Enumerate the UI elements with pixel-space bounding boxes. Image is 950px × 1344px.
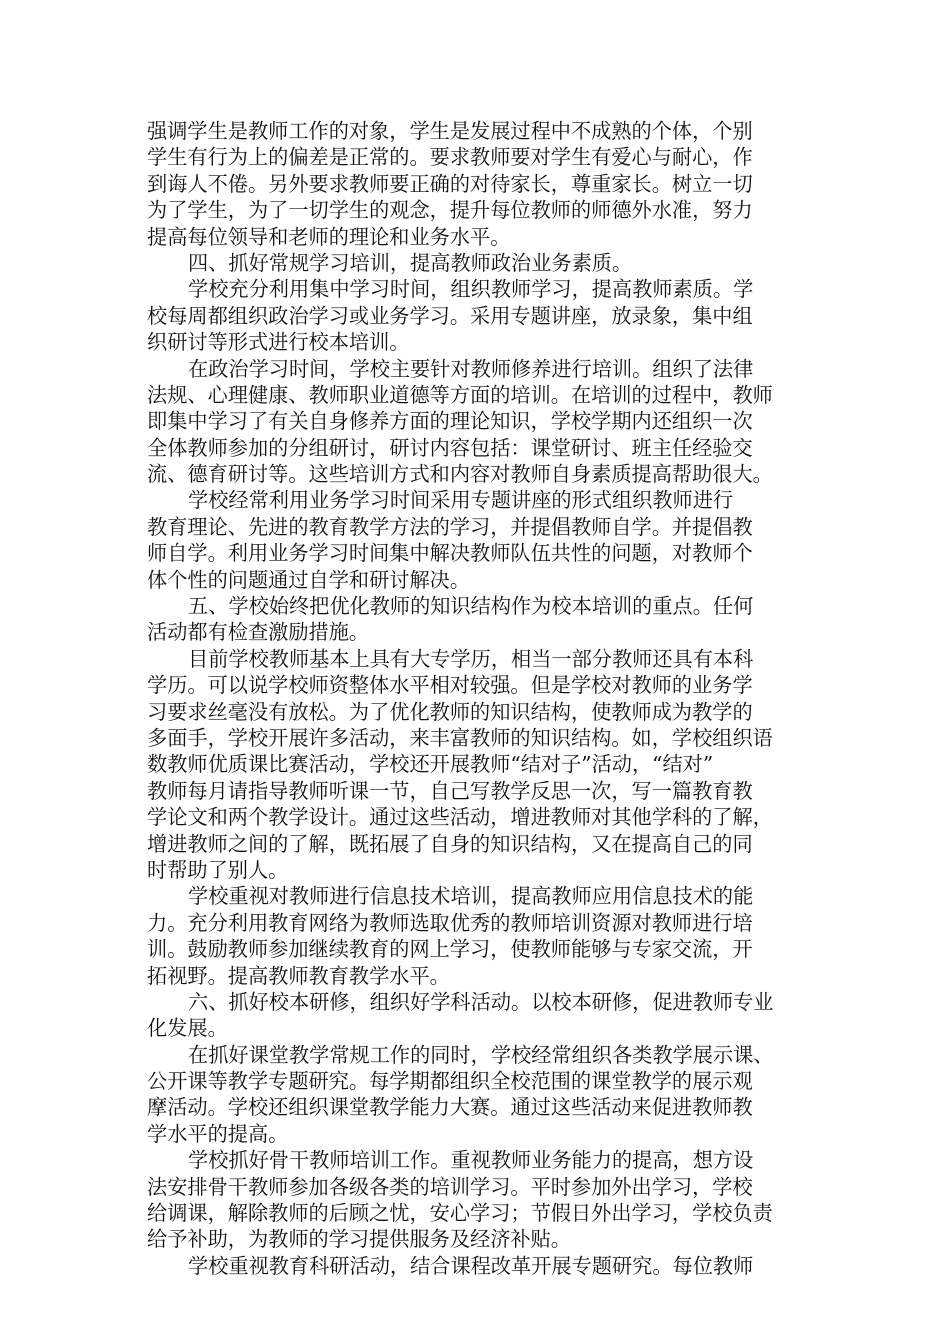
- text-line: 体个性的问题通过自学和研讨解决。: [147, 567, 471, 592]
- text-line: 在政治学习时间，学校主要针对教师修养进行培训。组织了法律: [188, 356, 754, 381]
- text-line: 活动都有检查激励措施。: [147, 620, 370, 645]
- text-line: 增进教师之间的了解，既拓展了自身的知识结构，又在提高自己的同: [147, 831, 753, 856]
- text-line: 法安排骨干教师参加各级各类的培训学习。平时参加外出学习，学校: [147, 1174, 753, 1199]
- document-body: [147, 118, 809, 1279]
- text-line: 法规、心理健康、教师职业道德等方面的培训。在培训的过程中，教师: [147, 382, 773, 407]
- text-line: 学校充分利用集中学习时间，组织教师学习，提高教师素质。学: [188, 277, 754, 302]
- text-line: 给调课，解除教师的后顾之忧，安心学习；节假日外出学习，学校负责: [147, 1201, 773, 1226]
- text-line: 教师每月请指导教师听课一节，自己写教学反思一次，写一篇教育教: [147, 778, 753, 803]
- text-line: 学生有行为上的偏差是正常的。要求教师要对学生有爱心与耐心，作: [147, 145, 753, 170]
- text-line: 数教师优质课比赛活动，学校还开展教师“结对子”活动，“结对”: [147, 752, 714, 777]
- text-line: 学校重视对教师进行信息技术培训，提高教师应用信息技术的能: [188, 884, 754, 909]
- text-line: 学校抓好骨干教师培训工作。重视教师业务能力的提高，想方设: [188, 1148, 754, 1173]
- text-line: 校每周都组织政治学习或业务学习。采用专题讲座，放录象，集中组: [147, 303, 753, 328]
- text-line: 时帮助了别人。: [147, 857, 289, 882]
- text-line: 力。充分利用教育网络为教师选取优秀的教师培训资源对教师进行培: [147, 910, 753, 935]
- text-line: 给予补助，为教师的学习提供服务及经济补贴。: [147, 1227, 571, 1252]
- text-line: 学历。可以说学校师资整体水平相对较强。但是学校对教师的业务学: [147, 673, 753, 698]
- text-line: 六、抓好校本研修，组织好学科活动。以校本研修，促进教师专业: [188, 989, 774, 1014]
- text-line: 习要求丝毫没有放松。为了优化教师的知识结构，使教师成为教学的: [147, 699, 753, 724]
- text-line: 到诲人不倦。另外要求教师要正确的对待家长，尊重家长。树立一切: [147, 171, 753, 196]
- text-line: 五、学校始终把优化教师的知识结构作为校本培训的重点。任何: [188, 594, 754, 619]
- text-line: 流、德育研讨等。这些培训方式和内容对教师自身素质提高帮助很大。: [147, 462, 773, 487]
- text-line: 学校经常利用业务学习时间采用专题讲座的形式组织教师进行: [188, 488, 734, 513]
- text-line: 全体教师参加的分组研讨，研讨内容包括：课堂研讨、班主任经验交: [147, 435, 753, 460]
- text-line: 拓视野。提高教师教育教学水平。: [147, 963, 450, 988]
- text-line: 摩活动。学校还组织课堂教学能力大赛。通过这些活动来促进教师教: [147, 1095, 753, 1120]
- text-line: 化发展。: [147, 1016, 228, 1041]
- text-line: 在抓好课堂教学常规工作的同时，学校经常组织各类教学展示课、: [188, 1042, 774, 1067]
- text-line: 学校重视教育科研活动，结合课程改革开展专题研究。每位教师: [188, 1253, 754, 1278]
- text-line: 强调学生是教师工作的对象，学生是发展过程中不成熟的个体，个别: [147, 119, 753, 143]
- text-line: 教育理论、先进的教育教学方法的学习，并提倡教师自学。并提倡教: [147, 514, 753, 539]
- text-line: 学论文和两个教学设计。通过这些活动，增进教师对其他学科的了解，: [147, 805, 773, 830]
- text-line: 即集中学习了有关自身修养方面的理论知识，学校学期内还组织一次: [147, 409, 753, 434]
- text-line: 多面手，学校开展许多活动，来丰富教师的知识结构。如，学校组织语: [147, 725, 773, 750]
- text-line: 公开课等教学专题研究。每学期都组织全校范围的课堂教学的展示观: [147, 1069, 753, 1094]
- text-line: 师自学。利用业务学习时间集中解决教师队伍共性的问题，对教师个: [147, 541, 753, 566]
- text-line: 提高每位领导和老师的理论和业务水平。: [147, 224, 511, 249]
- text-line: 织研讨等形式进行校本培训。: [147, 330, 410, 355]
- text-line: 学水平的提高。: [147, 1121, 289, 1146]
- text-line: 目前学校教师基本上具有大专学历，相当一部分教师还具有本科: [188, 646, 754, 671]
- text-line: 为了学生，为了一切学生的观念，提升每位教师的师德外水准，努力: [147, 198, 753, 223]
- text-line: 训。鼓励教师参加继续教育的网上学习，使教师能够与专家交流，开: [147, 937, 753, 962]
- text-line: 四、抓好常规学习培训，提高教师政治业务素质。: [188, 250, 633, 275]
